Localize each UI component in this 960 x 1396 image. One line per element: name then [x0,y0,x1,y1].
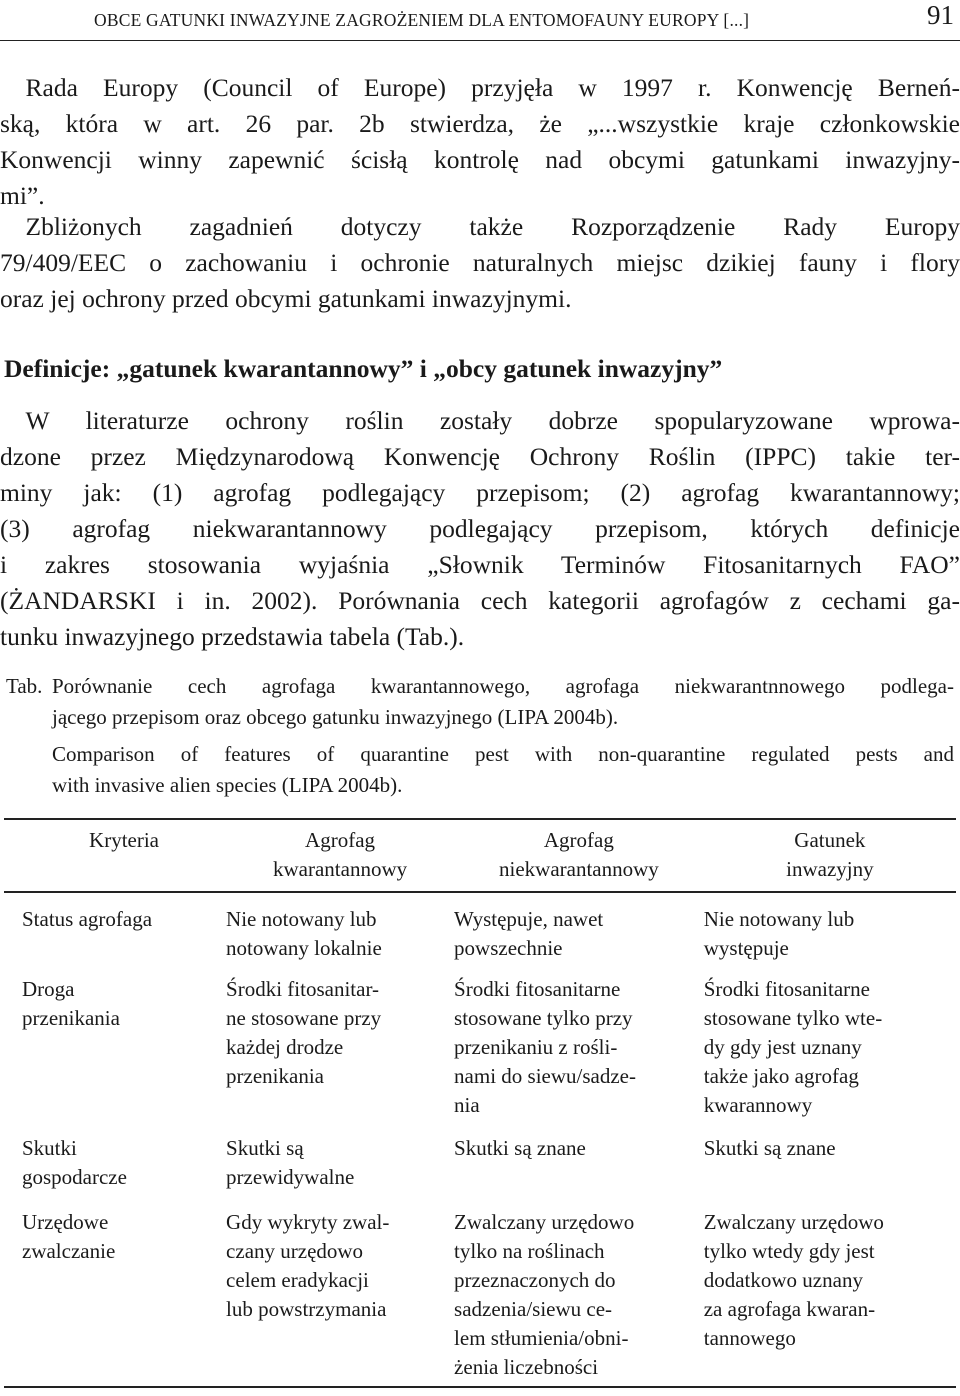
cell-line: zwalczanie [22,1239,116,1263]
cell-line: żenia liczebności [454,1355,599,1379]
paragraph-definitions [0,403,960,655]
table-cell [704,1208,956,1387]
header-cell-inwazyjny [704,819,956,892]
cell-line: Gdy wykryty zwal- [226,1210,390,1234]
caption-line: Comparison of features of quarantine pest with non-quarantine regulated pests and [52,742,954,766]
cell-line: Środki fitosanitarne [703,977,870,1001]
cell-line: Agrofag [305,828,376,852]
paragraph-regulation [0,209,960,317]
cell-line: tylko wtedy gdy jest [703,1239,875,1263]
cell-line: dy gdy jest uznany [703,1035,862,1059]
cell-line: lub powstrzymania [226,1297,387,1321]
cell-line: powszechnie [454,936,563,960]
cell-line: Skutki są [226,1136,304,1160]
table-cell [226,1208,454,1387]
cell-line: Kryteria [89,828,159,852]
cell-line: Nie notowany lub [226,907,377,931]
cell-line: przenikania [226,1064,324,1088]
cell-line: Zwalczany urzędowo [454,1210,635,1234]
text-line: Rada Europy (Council of Europe) przyjęła w 1997 r. Konwencję Berneń- [0,73,960,102]
cell-line: ne stosowane przy [226,1006,382,1030]
table-row [4,1208,956,1387]
table-cell [704,1134,956,1208]
table-cell [226,975,454,1134]
cell-line: Droga [22,977,75,1001]
cell-line: tannowego [703,1326,796,1350]
cell-line: Skutki [22,1136,77,1160]
table-cell [4,892,226,975]
cell-line: tylko na roślinach [454,1239,605,1263]
table-cell [4,975,226,1134]
paragraph-council-of-europe [0,70,960,214]
table-label: Tab. [6,674,43,698]
cell-line: każdej drodze [226,1035,344,1059]
text-line: (3) agrofag niekwarantannowy podlegający przepisom, których definicje [0,514,960,543]
cell-line: Gatunek [794,828,866,852]
cell-line: notowany lokalnie [226,936,382,960]
header-cell-niekwarantannowy [454,819,704,892]
cell-line: także jako agrofag [703,1064,859,1088]
table-caption-english [52,739,954,801]
table-row [4,892,956,975]
cell-line: inwazyjny [786,857,874,881]
table-cell [4,1208,226,1387]
table-row [4,1134,956,1208]
cell-line: czany urzędowo [226,1239,364,1263]
cell-line: dodatkowo uznany [703,1268,863,1292]
text-line: tunku inwazyjnego przedstawia tabela (Tab.). [0,622,465,651]
caption-line: with invasive alien species (LIPA 2004b). [52,773,403,797]
cell-line: Środki fitosanitar- [226,977,380,1001]
table-row [4,975,956,1134]
cell-line: celem eradykacji [226,1268,369,1292]
table-cell [454,1134,704,1208]
cell-line: Status agrofaga [22,907,153,931]
table-cell [454,892,704,975]
cell-line: niekwarantannowy [499,857,659,881]
text-line: 79/409/EEC o zachowaniu i ochronie naturalnych miejsc dzikiej fauny i flory [0,248,960,277]
section-heading: Definicje: „gatunek kwarantannowy” i „obcy gatunek inwazyjny” [4,354,723,383]
text-line: miny jak: (1) agrofag podlegający przepisom; (2) agrofag kwarantannowy; [0,478,960,507]
cell-line: gospodarcze [22,1165,127,1189]
caption-line: Porównanie cech agrofaga kwarantannowego, agrofaga niekwarantnnowego podlega- [52,674,954,698]
text-line: W literaturze ochrony roślin zostały dobrze spopularyzowane wprowa- [0,406,960,435]
cell-line: sadzenia/siewu ce- [454,1297,613,1321]
cell-line: nami do siewu/sadze- [454,1064,636,1088]
table-cell [4,1134,226,1208]
text-line: mi”. [0,181,45,210]
cell-line: przewidywalne [226,1165,355,1189]
cell-line: Agrofag [543,828,614,852]
cell-line: kwarannowy [703,1093,813,1117]
table-cell [454,1208,704,1387]
table-cell [704,975,956,1134]
cell-line: przeznaczonych do [454,1268,616,1292]
table-cell [226,892,454,975]
text-line: (ŻANDARSKI i in. 2002). Porównania cech kategorii agrofagów z cechami ga- [0,586,960,615]
cell-line: Nie notowany lub [703,907,855,931]
comparison-table [4,818,956,1388]
cell-line: za agrofaga kwaran- [703,1297,876,1321]
cell-line: Występuje, nawet [454,907,604,931]
text-line: Zbliżonych zagadnień dotyczy także Rozporządzenie Rady Europy [0,212,960,241]
cell-line: stosowane tylko wte- [703,1006,883,1030]
caption-line: jącego przepisom oraz obcego gatunku inwazyjnego (LIPA 2004b). [52,705,619,729]
cell-line: przenikaniu z rośli- [454,1035,618,1059]
text-line: i zakres stosowania wyjaśnia „Słownik Terminów Fitosanitarnych FAO” [0,550,960,579]
cell-line: kwarantannowy [272,857,408,881]
cell-line: Zwalczany urzędowo [703,1210,884,1234]
text-line: dzone przez Międzynarodową Konwencję Ochrony Roślin (IPPC) takie ter- [0,442,960,471]
cell-line: stosowane tylko przy [454,1006,633,1030]
running-header [0,0,960,41]
table-cell [704,892,956,975]
cell-line: Środki fitosanitarne [454,977,621,1001]
text-line: oraz jej ochrony przed obcymi gatunkami inwazyjnymi. [0,284,572,313]
table-header-row [4,819,956,892]
text-line: Konwencji winny zapewnić ścisłą kontrolę nad obcymi gatunkami inwazyjny- [0,145,960,174]
cell-line: występuje [703,936,789,960]
table-cell [226,1134,454,1208]
header-cell-kwarantannowy [226,819,454,892]
running-title: OBCE GATUNKI INWAZYJNE ZAGROŻENIEM DLA ENTOMOFAUNY EUROPY [...] [94,10,750,30]
text-line: ską, która w art. 26 par. 2b stwierdza, że „...wszystkie kraje członkowskie [0,109,960,138]
cell-line: lem stłumienia/obni- [454,1326,629,1350]
table-caption-polish [6,671,954,733]
cell-line: Urzędowe [22,1210,109,1234]
cell-line: nia [454,1093,480,1117]
cell-line: przenikania [22,1006,120,1030]
header-cell-kryteria [4,819,226,892]
page-number: 91 [927,0,954,30]
cell-line: Skutki są znane [703,1136,836,1160]
table-cell [454,975,704,1134]
cell-line: Skutki są znane [454,1136,586,1160]
